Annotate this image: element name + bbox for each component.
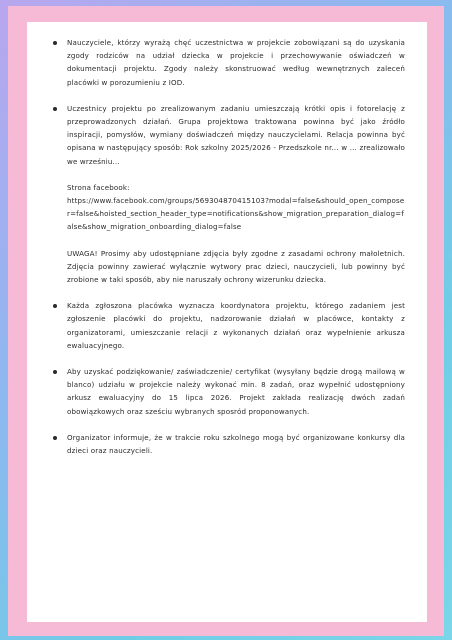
item-text: Nauczyciele, którzy wyrażą chęć uczestnictwa w projekcie zobowiązani są do uzyskania zgody rodziców na udział dziecka w projekcie i przechowywanie oświadczeń w dokumentacji projektu. Zgody należy skonstruować według wewnętrznych zaleceń placówki w porozumieniu z IOD. bbox=[67, 38, 405, 87]
bullet-icon bbox=[53, 436, 57, 440]
facebook-label: Strona facebook: bbox=[67, 182, 130, 192]
rules-list bbox=[53, 36, 405, 470]
list-item bbox=[53, 299, 405, 352]
facebook-link[interactable]: https://www.facebook.com/groups/569304870415103?modal=false&should_open_composer=false&hoisted_section_header_type=notifications&show_migration_preparation_dialog=false&show_migration_onboarding_dialog=false bbox=[67, 196, 405, 232]
document-page bbox=[27, 22, 427, 622]
item-text: Uczestnicy projektu po zrealizowanym zadaniu umieszczają krótki opis i fotorelację z przeprowadzonych działań. Grupa projektowa traktowana powinna być jako źródło inspiracji, pomysłów, wymiany doświadczeń między nauczycielami. Relacja powinna być opisana w następujący sposób: Rok szkolny 2025/2026 - Przedszkole nr... w ... zrealizowało we wrześniu... bbox=[67, 103, 405, 166]
item-text: Organizator informuje, że w trakcie roku szkolnego mogą być organizowane konkursy dla dzieci oraz nauczycieli. bbox=[67, 432, 405, 456]
bullet-icon bbox=[53, 370, 57, 374]
list-item bbox=[53, 36, 405, 89]
bullet-icon bbox=[53, 41, 57, 45]
item-text: Każda zgłoszona placówka wyznacza koordynatora projektu, którego zadaniem jest zgłoszenie placówki do projektu, nadzorowanie działań w placówce, kontakty z organizatorami, umieszczanie relacji z wykonanych działań oraz wypełnienie arkusza ewaluacyjnego. bbox=[67, 301, 405, 350]
bullet-icon bbox=[53, 107, 57, 111]
list-item bbox=[53, 431, 405, 457]
bullet-icon bbox=[53, 304, 57, 308]
warning-note: UWAGA! Prosimy aby udostępniane zdjęcia były zgodne z zasadami ochrony małoletnich. Zdjęcia powinny zawierać wyłącznie wytwory prac dzieci, nauczycieli, lub powinny być zrobione w taki sposób, aby nie naruszały ochrony wizerunku dziecka. bbox=[67, 248, 405, 285]
item-text: Aby uzyskać podziękowanie/ zaświadczenie/ certyfikat (wysyłany będzie drogą mailową w blanco) udziału w projekcie należy wykonać min. 8 zadań, oraz wypełnić udostępniony arkusz ewaluacyjny do 15 lipca 2026. Projekt zakłada realizację dwóch zadań obowiązkowych oraz sześciu wybranych sposród proponowanych. bbox=[67, 367, 405, 416]
list-item bbox=[53, 102, 405, 286]
facebook-section bbox=[67, 181, 405, 234]
list-item bbox=[53, 365, 405, 418]
